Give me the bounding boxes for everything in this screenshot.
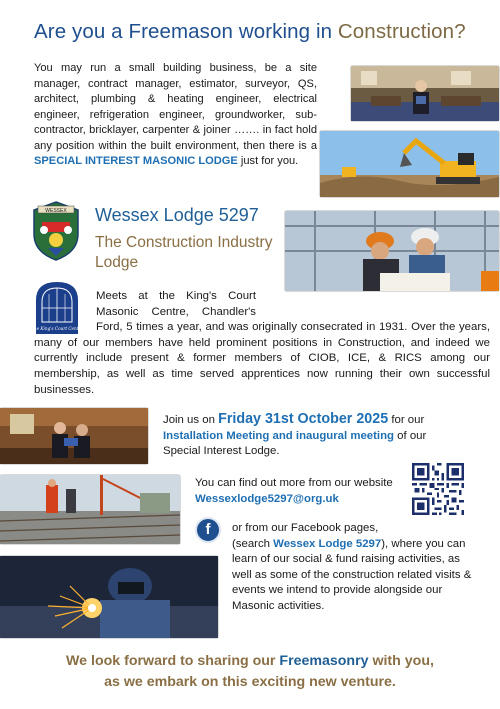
closing-statement	[20, 651, 480, 693]
intro-text: You may run a small building business, be a site manager, contract manager, estimator, surveyor, QS, architect, plumbing & heating engineer, electrical engineer, refrigeration engineer, groundworker, sub-contractor, bricklayer, carpenter & joiner ……. in fact hold any position within the built environment, then there is a	[34, 62, 317, 152]
closing-line2: as we embark on this exciting new venture.	[104, 674, 396, 690]
intro-paragraph	[34, 61, 317, 170]
meets-text: Meets at the King's Court Masonic Centre, Chandler's Ford, 5 times a year, and was originally consecrated in 1931. Over the years, many of our members have held prominent positions in Construction, and indeed we currently include present & former members of CIOB, ICE, & RICS among our membership, as well as time served apprentices now running their own successful businesses.	[34, 290, 490, 396]
join-mid: for our	[388, 414, 425, 426]
concrete-pour-photo	[0, 475, 180, 544]
qr-code-icon[interactable]	[412, 463, 464, 515]
meets-paragraph	[34, 289, 490, 398]
title-highlight: Construction?	[337, 20, 466, 43]
installation-meeting-photo	[0, 408, 148, 464]
closing-highlight: Freemasonry	[279, 653, 369, 669]
lodge-subtitle: The Construction Industry Lodge	[95, 234, 273, 271]
meets-float-spacer-right	[256, 289, 490, 319]
facebook-paragraph	[232, 521, 477, 615]
website-prefix: You can find out more from our website	[195, 477, 393, 489]
join-date: Friday 31st October 2025	[218, 411, 389, 427]
page-title	[34, 20, 466, 44]
meets-float-spacer	[34, 289, 96, 335]
welder-photo	[0, 556, 218, 638]
facebook-icon-letter: f	[205, 521, 211, 538]
crest-banner: WESSEX	[45, 208, 67, 214]
lodge-name: Wessex Lodge 5297	[95, 205, 259, 225]
website-paragraph	[195, 476, 415, 507]
join-suffix: of our Special Interest Lodge.	[163, 429, 427, 458]
join-paragraph	[163, 412, 463, 460]
closing-post: with you,	[368, 653, 434, 669]
facebook-post: ), where you can learn of our social & fund raising activities, as well as some of the construction related visits & events we intend to provide alongside our Masonic activities.	[232, 537, 472, 612]
construction-workers-photo	[285, 211, 499, 291]
facebook-icon[interactable]	[195, 517, 221, 543]
badge-text: The King's Court Centre	[31, 326, 83, 331]
facebook-pre: (search	[232, 537, 274, 550]
join-event: Installation Meeting and inaugural meeting	[163, 429, 394, 442]
title-prefix: Are you a Freemason working in	[34, 20, 338, 43]
facebook-search[interactable]: Wessex Lodge 5297	[273, 537, 382, 550]
join-prefix: Join us on	[163, 414, 219, 426]
website-link[interactable]: Wessexlodge5297@org.uk	[195, 492, 339, 505]
facebook-line1: or from our Facebook pages,	[232, 522, 379, 534]
lodge-room-photo	[351, 66, 499, 121]
intro-highlight: SPECIAL INTEREST MASONIC LODGE	[34, 155, 238, 167]
excavator-photo	[320, 131, 499, 197]
intro-suffix: just for you.	[237, 155, 299, 167]
lodge-crest-icon	[30, 200, 82, 262]
closing-pre: We look forward to sharing our	[66, 653, 280, 669]
